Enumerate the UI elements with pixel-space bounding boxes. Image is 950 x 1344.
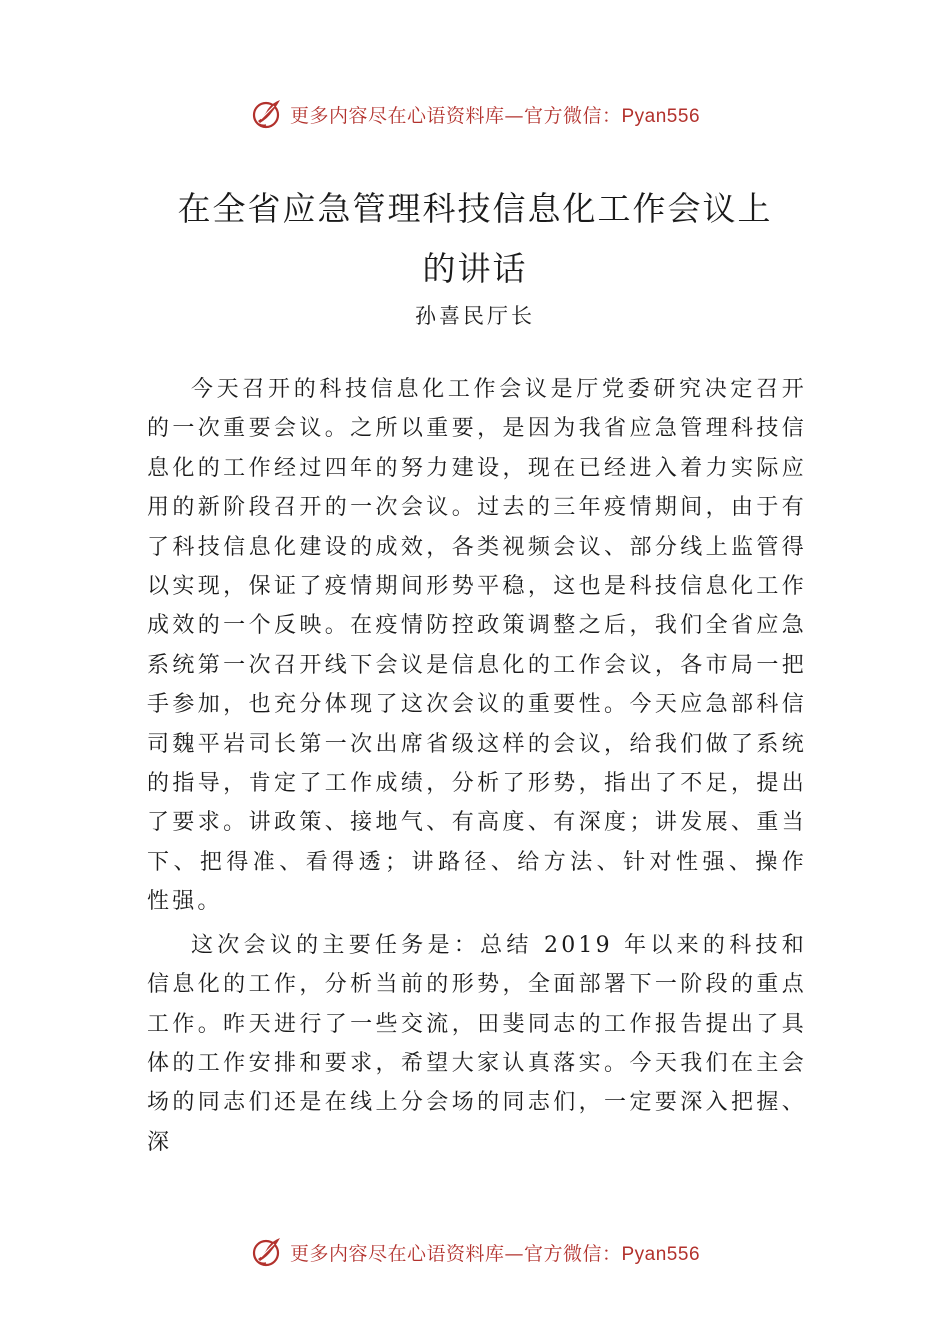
quill-scroll-icon [250, 1235, 284, 1269]
banner-official-label: 官方微信： [523, 104, 622, 127]
banner-site-name: 更多内容尽在心语资料库 [289, 104, 505, 127]
banner-site-name: 更多内容尽在心语资料库 [289, 1242, 505, 1265]
quill-scroll-icon [250, 97, 284, 131]
document-title-line1: 在全省应急管理科技信息化工作会议上 [177, 189, 773, 228]
paragraph-2: 这次会议的主要任务是：总结 2019 年以来的科技和信息化的工作，分析当前的形势，全面部署下一阶段的重点工作。昨天进行了一些交流，田斐同志的工作报告提出了具体的工作安排和要求，希望大家认真落实。今天我们在主会场的同志们还是在线上分会场的同志们，一定要深入把握、深 [147, 932, 807, 1155]
banner-text [290, 1239, 700, 1266]
header-banner [0, 94, 950, 134]
banner-wechat-id: Pyan556 [621, 105, 701, 127]
banner-dash: — [504, 1242, 524, 1265]
banner-dash: — [504, 104, 524, 127]
footer-banner [0, 1232, 950, 1272]
document-body [147, 370, 807, 1162]
banner-official-label: 官方微信： [523, 1242, 622, 1265]
banner-text [290, 101, 700, 128]
document-author: 孙喜民厅长 [415, 304, 535, 328]
banner-wechat-id: Pyan556 [621, 1243, 701, 1265]
document-title-line2: 的讲话 [422, 249, 528, 288]
paragraph-1: 今天召开的科技信息化工作会议是厅党委研究决定召开的一次重要会议。之所以重要，是因为我省应急管理科技信息化的工作经过四年的努力建设，现在已经进入着力实际应用的新阶段召开的一次会议。过去的三年疫情期间，由于有了科技信息化建设的成效，各类视频会议、部分线上监管得以实现，保证了疫情期间形势平稳，这也是科技信息化工作成效的一个反映。在疫情防控政策调整之后，我们全省应急系统第一次召开线下会议是信息化的工作会议，各市局一把手参加，也充分体现了这次会议的重要性。今天应急部科信司魏平岩司长第一次出席省级这样的会议，给我们做了系统的指导，肯定了工作成绩，分析了形势，指出了不足，提出了要求。讲政策、接地气、有高度、有深度；讲发展、重当下、把得准、看得透；讲路径、给方法、针对性强、操作 性强。 [147, 377, 807, 915]
